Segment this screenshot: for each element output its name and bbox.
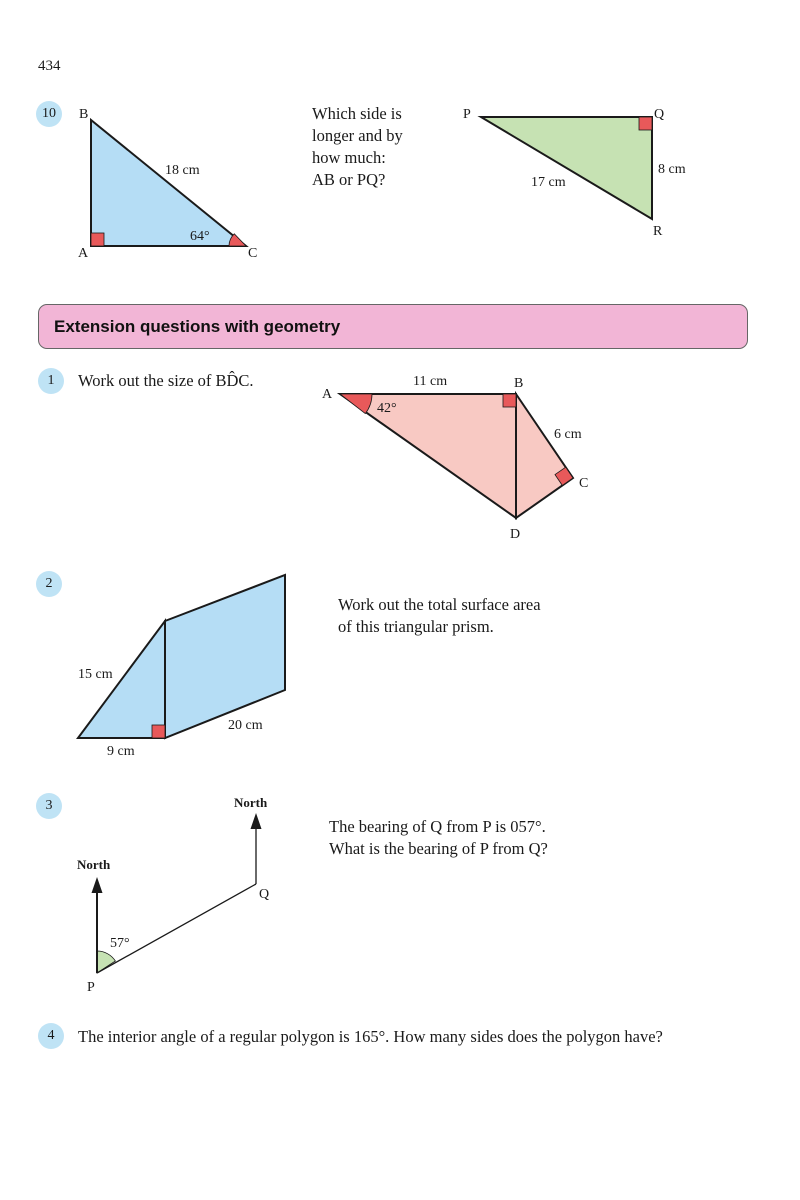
question-2-badge: 2 (36, 571, 62, 597)
question-4-badge: 4 (38, 1023, 64, 1049)
point-label-p: P (87, 980, 95, 995)
vertex-label-b: B (514, 376, 524, 391)
question-2-line: of this triangular prism. (338, 617, 494, 636)
north-label-right: North (234, 795, 268, 810)
base-label: 9 cm (107, 744, 135, 759)
angle-arc-p (97, 951, 115, 973)
question-10-line: Which side is (312, 104, 402, 123)
vertex-label-c: C (579, 476, 589, 491)
question-3-line: The bearing of Q from P is 057°. (329, 817, 546, 836)
north-arrow-p (92, 877, 103, 893)
vertex-label-c: C (248, 246, 258, 261)
point-label-q: Q (259, 887, 270, 902)
question-10-badge: 10 (36, 101, 62, 127)
section-title: Extension questions with geometry (54, 317, 341, 336)
question-1-badge: 1 (38, 368, 64, 394)
vertex-label-a: A (322, 387, 333, 402)
vertex-label-a: A (78, 246, 89, 261)
side-label-bc: 6 cm (554, 427, 582, 442)
question-3-line: What is the bearing of P from Q? (329, 839, 548, 858)
slant-label: 15 cm (78, 667, 113, 682)
line-pq (97, 884, 256, 973)
question-4-text: The interior angle of a regular polygon is 165°. How many sides does the polygon have? (78, 1027, 663, 1046)
angle-label-c: 64° (190, 229, 210, 244)
angle-label-a: 42° (377, 401, 397, 416)
north-label-left: North (77, 857, 111, 872)
question-3-text (329, 816, 548, 860)
question-2-line: Work out the total surface area (338, 595, 541, 614)
hypotenuse-label-pr: 17 cm (531, 175, 566, 190)
question-3-badge: 3 (36, 793, 62, 819)
vertex-label-d: D (510, 527, 521, 542)
question-10-line: how much: (312, 148, 386, 167)
question-10-line: longer and by (312, 126, 403, 145)
vertex-label-r: R (653, 224, 663, 239)
vertex-label-b: B (79, 107, 89, 122)
length-label: 20 cm (228, 718, 263, 733)
north-arrow-q (251, 813, 262, 829)
question-10-line: AB or PQ? (312, 170, 386, 189)
page-number: 434 (38, 58, 61, 74)
side-label-qr: 8 cm (658, 162, 686, 177)
vertex-label-p: P (463, 107, 471, 122)
angle-label-p: 57° (110, 936, 130, 951)
question-1-text: Work out the size of BD̂C. (78, 371, 254, 390)
side-label-ab: 11 cm (413, 374, 448, 389)
vertex-label-q: Q (654, 107, 665, 122)
hypotenuse-label-ab: 18 cm (165, 163, 200, 178)
